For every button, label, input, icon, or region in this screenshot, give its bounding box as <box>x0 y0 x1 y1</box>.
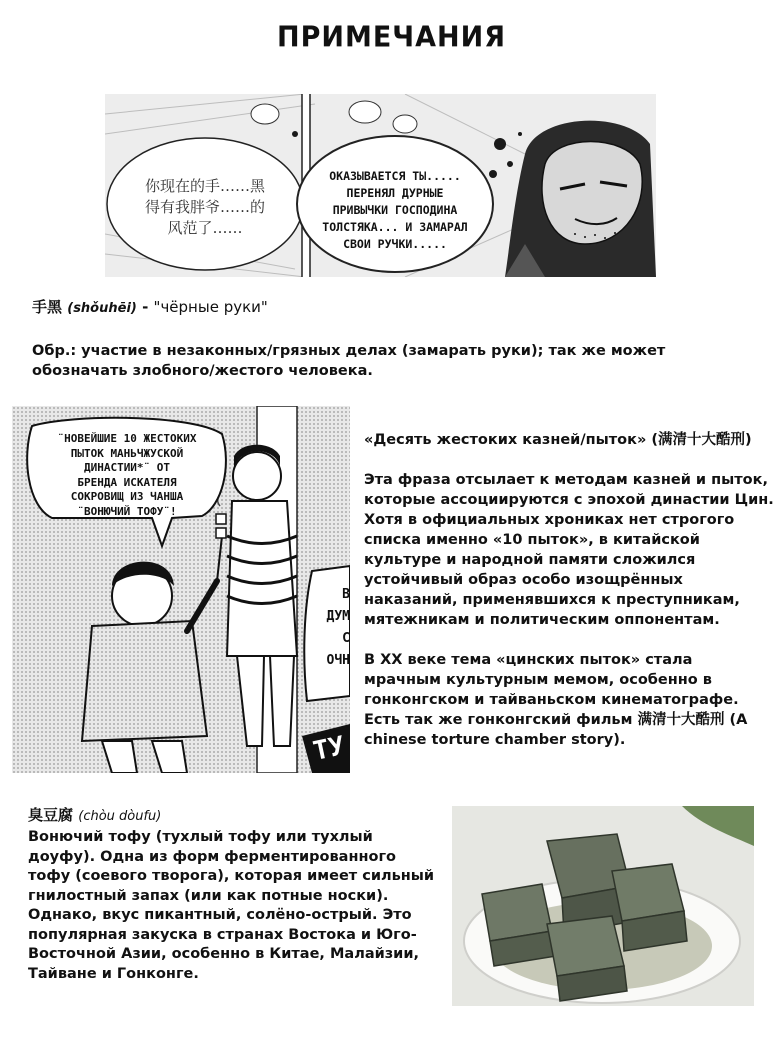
bubble-line: В <box>342 587 350 602</box>
comic-1-left-bubble <box>115 176 295 239</box>
note-3-pinyin: (chòu dòufu) <box>78 809 162 824</box>
bubble-line: С <box>342 631 350 646</box>
note-2-heading: «Десять жестоких казней/пыток» (满清十大酷刑) <box>364 432 752 448</box>
note-1-dash: - <box>142 298 149 316</box>
note-1-meaning: "чёрные руки" <box>153 298 268 316</box>
bubble-line: ¨НОВЕЙШИЕ 10 ЖЕСТОКИХ <box>57 432 197 445</box>
bubble-line: ПЫТОК МАНЬЧЖУСКОЙ <box>70 446 184 460</box>
note-3-text: Вонючий тофу (тухлый тофу или тухлый доуфу). Одна из форм ферментированного тофу (соевого творога), которая имеет сильный гнилостный запах (или как потные носки). Однако, вкус пикантный, солёно-острый. Это популярная закуска в странах Востока и Юго-Восточной Азии, особенно в Китае, Малайзии, Тайване и Гонконге. <box>28 829 435 982</box>
bubble-line: ¨ВОНЮЧИЙ ТОФУ¨! <box>77 504 177 518</box>
bubble-line: 风范了…… <box>167 219 243 237</box>
stinky-tofu-photo-art <box>452 806 754 1006</box>
note-3-heading <box>28 804 428 825</box>
stinky-tofu-photo <box>452 806 754 1006</box>
bubble-line: ТОЛСТЯКА... И ЗАМАРАЛ <box>322 220 468 234</box>
comic-2-sfx: ТУ <box>310 731 348 767</box>
bubble-line: ДИНАСТИИ*¨ ОТ <box>83 461 171 474</box>
page-title: ПРИМЕЧАНИЯ <box>277 21 506 54</box>
comic-1-right-bubble <box>305 168 485 253</box>
note-1-term: 手黑 <box>32 298 63 316</box>
bubble-line: СОКРОВИЩ ИЗ ЧАНША <box>70 490 184 503</box>
comic-2-bubble <box>32 432 222 519</box>
bubble-line: ОКАЗЫВАЕТСЯ ТЫ..... <box>329 169 461 183</box>
bubble-line: ПРИВЫЧКИ ГОСПОДИНА <box>332 203 458 217</box>
bubble-line: СВОИ РУЧКИ..... <box>343 237 447 251</box>
bubble-line: 得有我胖爷……的 <box>144 198 265 216</box>
note-1-pinyin: (shǒuhēi) <box>67 301 137 316</box>
bubble-line: ОЧН <box>326 653 350 668</box>
comic-panel-2 <box>12 406 350 773</box>
note-3-term: 臭豆腐 <box>28 806 74 824</box>
note-2-paragraph-1: Эта фраза отсылает к методам казней и пыток, которые ассоциируются с эпохой династии Цин. Хотя в официальных хрониках нет строгого списка именно «10 пыток», в китайской культуре и народной памяти сложился устойчивый образ особо изощрённых наказаний, применявшихся к преступникам, мятежникам и политическим оппонентам. <box>364 472 774 628</box>
bubble-line: ДУМ <box>326 609 350 624</box>
note-2 <box>364 430 774 750</box>
comic-2-side-bubble <box>310 584 350 672</box>
note-2-paragraph-2: В XX веке тема «цинских пыток» стала мрачным культурным мемом, особенно в гонконгском и тайваньском кинематографе. Есть так же гонконгский фильм 满清十大酷刑 (A chinese torture chamber story). <box>364 652 748 748</box>
bubble-line: 你现在的手……黑 <box>144 177 265 195</box>
note-1-heading <box>32 296 752 317</box>
comic-panel-1 <box>105 94 656 277</box>
bubble-line: БРЕНДА ИСКАТЕЛЯ <box>77 475 177 489</box>
bubble-line: ПЕРЕНЯЛ ДУРНЫЕ <box>346 186 444 200</box>
note-1-explanation: Обр.: участие в незаконных/грязных делах (замарать руки); так же может обозначать злобного/жестого человека. <box>32 343 666 379</box>
